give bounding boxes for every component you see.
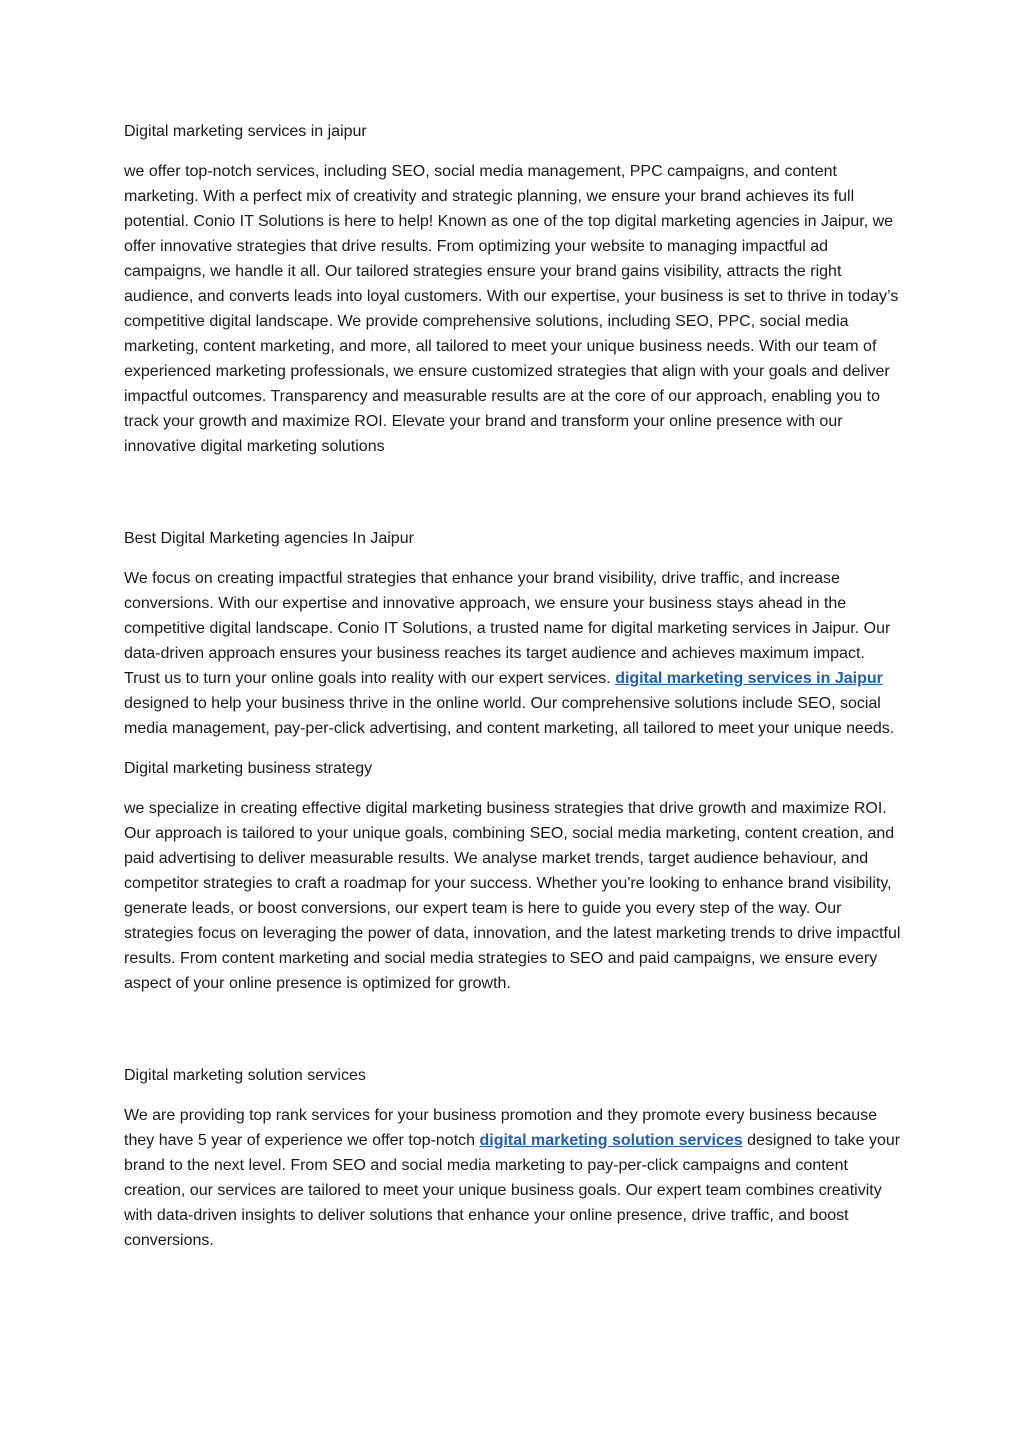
link-digital-marketing-services-jaipur[interactable]: digital marketing services in Jaipur xyxy=(615,670,883,687)
body-text-after-link: designed to take your brand to the next level. From SEO and social media marketing to pay-per-click campaigns and content creation, our services are tailored to meet your unique business goals. Our expert team combines creativity with data-driven insights to deliver solutions that enhance your online presence, drive traffic, and boost conversions. xyxy=(124,1132,901,1249)
spacer xyxy=(124,1011,904,1063)
section-body-solution-services xyxy=(124,1103,904,1253)
section-heading-services-jaipur: Digital marketing services in jaipur xyxy=(124,123,367,140)
section-body-best-agencies xyxy=(124,566,904,741)
section-heading-business-strategy: Digital marketing business strategy xyxy=(124,760,373,777)
body-text-after-link: designed to help your business thrive in the online world. Our comprehensive solutions include SEO, social media management, pay-per-click advertising, and content marketing, all tailored to meet your unique needs. xyxy=(124,695,895,737)
section-body-services-jaipur: we offer top-notch services, including SEO, social media management, PPC campaigns, and content marketing. With a perfect mix of creativity and strategic planning, we ensure your brand achieves its full potential. Conio IT Solutions is here to help! Known as one of the top digital marketing agencies in Jaipur, we offer innovative strategies that drive results. From optimizing your website to managing impactful ad campaigns, we handle it all. Our tailored strategies ensure your brand gains visibility, attracts the right audience, and converts leads into loyal customers. With our expertise, your business is set to thrive in today’s competitive digital landscape. We provide comprehensive solutions, including SEO, PPC, social media marketing, content marketing, and more, all tailored to meet your unique business needs. With our team of experienced marketing professionals, we ensure customized strategies that align with your goals and deliver impactful outcomes. Transparency and measurable results are at the core of our approach, enabling you to track your growth and maximize ROI. Elevate your brand and transform your online presence with our innovative digital marketing solutions xyxy=(124,163,899,455)
document-page xyxy=(124,119,904,1268)
link-digital-marketing-solution-services[interactable]: digital marketing solution services xyxy=(479,1132,743,1149)
body-text-before-link: We focus on creating impactful strategies that enhance your brand visibility, drive traffic, and increase conversions. With our expertise and innovative approach, we ensure your business stays ahead in the competitive digital landscape. Conio IT Solutions, a trusted name for digital marketing services in Jaipur. Our data-driven approach ensures your business reaches its target audience and achieves maximum impact. Trust us to turn your online goals into reality with our expert services. xyxy=(124,570,891,687)
spacer xyxy=(124,474,904,526)
section-heading-solution-services: Digital marketing solution services xyxy=(124,1067,366,1084)
section-body-business-strategy: we specialize in creating effective digital marketing business strategies that drive growth and maximize ROI. Our approach is tailored to your unique goals, combining SEO, social media marketing, content creation, and paid advertising to deliver measurable results. We analyse market trends, target audience behaviour, and competitor strategies to craft a roadmap for your success. Whether you're looking to enhance brand visibility, generate leads, or boost conversions, our expert team is here to guide you every step of the way. Our strategies focus on leveraging the power of data, innovation, and the latest marketing trends to drive impactful results. From content marketing and social media strategies to SEO and paid campaigns, we ensure every aspect of your online presence is optimized for growth. xyxy=(124,800,901,992)
body-text-before-link: We are providing top rank services for your business promotion and they promote every business because they have 5 year of experience we offer top-notch xyxy=(124,1107,877,1149)
section-heading-best-agencies: Best Digital Marketing agencies In Jaipur xyxy=(124,530,414,547)
